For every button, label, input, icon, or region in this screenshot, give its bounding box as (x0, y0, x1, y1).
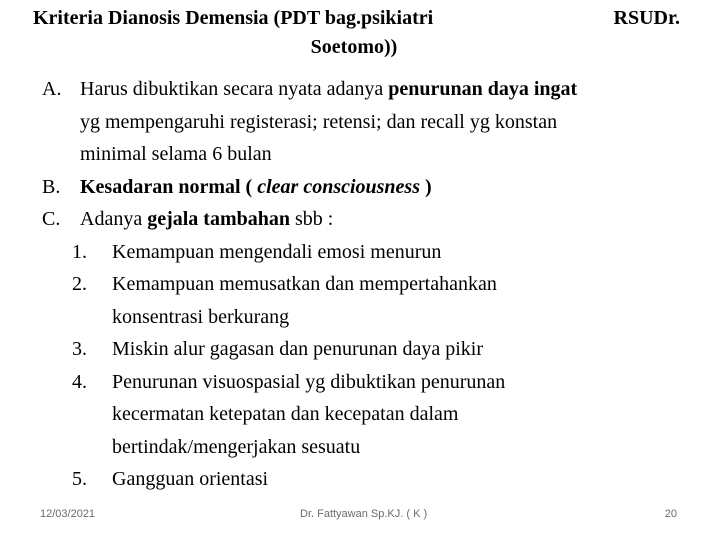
subitem-2-line-2: konsentrasi berkurang (112, 305, 290, 328)
subitem-5-text (112, 463, 692, 496)
subitem-2-marker: 2. (72, 273, 87, 295)
subitem-4-line-2: kecermatan ketepatan dan kecepatan dalam (112, 403, 459, 425)
criterion-a-bold: penurunan daya ingat (388, 78, 578, 100)
criterion-c (42, 203, 692, 236)
subitem-1-marker: 1. (72, 240, 87, 263)
title-line-2: Soetomo)) (310, 36, 398, 58)
footer-author: Dr. Fattyawan Sp.KJ. ( K ) (300, 508, 428, 520)
footer-page-number: 20 (664, 508, 677, 520)
criterion-a (42, 73, 692, 171)
criterion-b-text (80, 171, 692, 204)
subitem-3-marker: 3. (72, 338, 87, 360)
subitem-4-line-1: Penurunan visuospasial yg dibuktikan penurunan (112, 370, 506, 393)
subitem-5-marker: 5. (72, 468, 87, 490)
criterion-c-pre: Adanya (80, 208, 148, 230)
subitem-3-line-1: Miskin alur gagasan dan penurunan daya pikir (112, 338, 484, 360)
criterion-a-pre: Harus dibuktikan secara nyata adanya (80, 78, 389, 100)
subitem-3-text (112, 333, 692, 366)
criterion-b (42, 171, 692, 204)
criterion-c-marker: C. (42, 208, 61, 230)
subitem-3 (72, 333, 692, 366)
subitem-2-line-1: Kemampuan memusatkan dan mempertahankan (112, 273, 497, 295)
subitem-4-text (112, 366, 692, 464)
slide-title (30, 4, 690, 62)
criterion-a-marker: A. (42, 78, 62, 100)
criterion-a-text (80, 73, 692, 171)
title-line-1 (30, 4, 690, 33)
subitem-5 (72, 463, 692, 496)
criterion-b-bold-pre: Kesadaran normal ( (80, 175, 258, 198)
subitem-2 (72, 268, 692, 333)
title-part-1: Kriteria Dianosis Demensia (PDT bag.psikiatri (33, 7, 434, 29)
criterion-a-line-3: minimal selama 6 bulan (80, 143, 272, 165)
footer-date: 12/03/2021 (40, 508, 96, 520)
criterion-b-italic: clear consciousness (257, 175, 421, 198)
criterion-c-post: sbb : (290, 208, 334, 230)
subitem-1 (72, 236, 692, 269)
criterion-a-line-1 (80, 73, 692, 106)
criteria-list (42, 73, 692, 496)
criterion-b-bold-post: ) (420, 175, 432, 198)
subitem-4 (72, 366, 692, 464)
subitem-5-line-1: Gangguan orientasi (112, 468, 269, 490)
subitem-4-line-3: bertindak/mengerjakan sesuatu (112, 435, 361, 458)
subitem-4-marker: 4. (72, 370, 87, 393)
subitem-1-text (112, 236, 692, 269)
criterion-c-text (80, 203, 692, 236)
subitem-2-text (112, 268, 692, 333)
criterion-b-marker: B. (42, 175, 61, 198)
slide-footer (0, 508, 720, 524)
title-part-2: RSUDr. (613, 7, 680, 29)
criterion-c-bold: gejala tambahan (147, 208, 290, 230)
subitem-1-line-1: Kemampuan mengendali emosi menurun (112, 240, 442, 263)
criterion-a-line-2: yg mempengaruhi registerasi; retensi; dan recall yg konstan (80, 110, 558, 133)
